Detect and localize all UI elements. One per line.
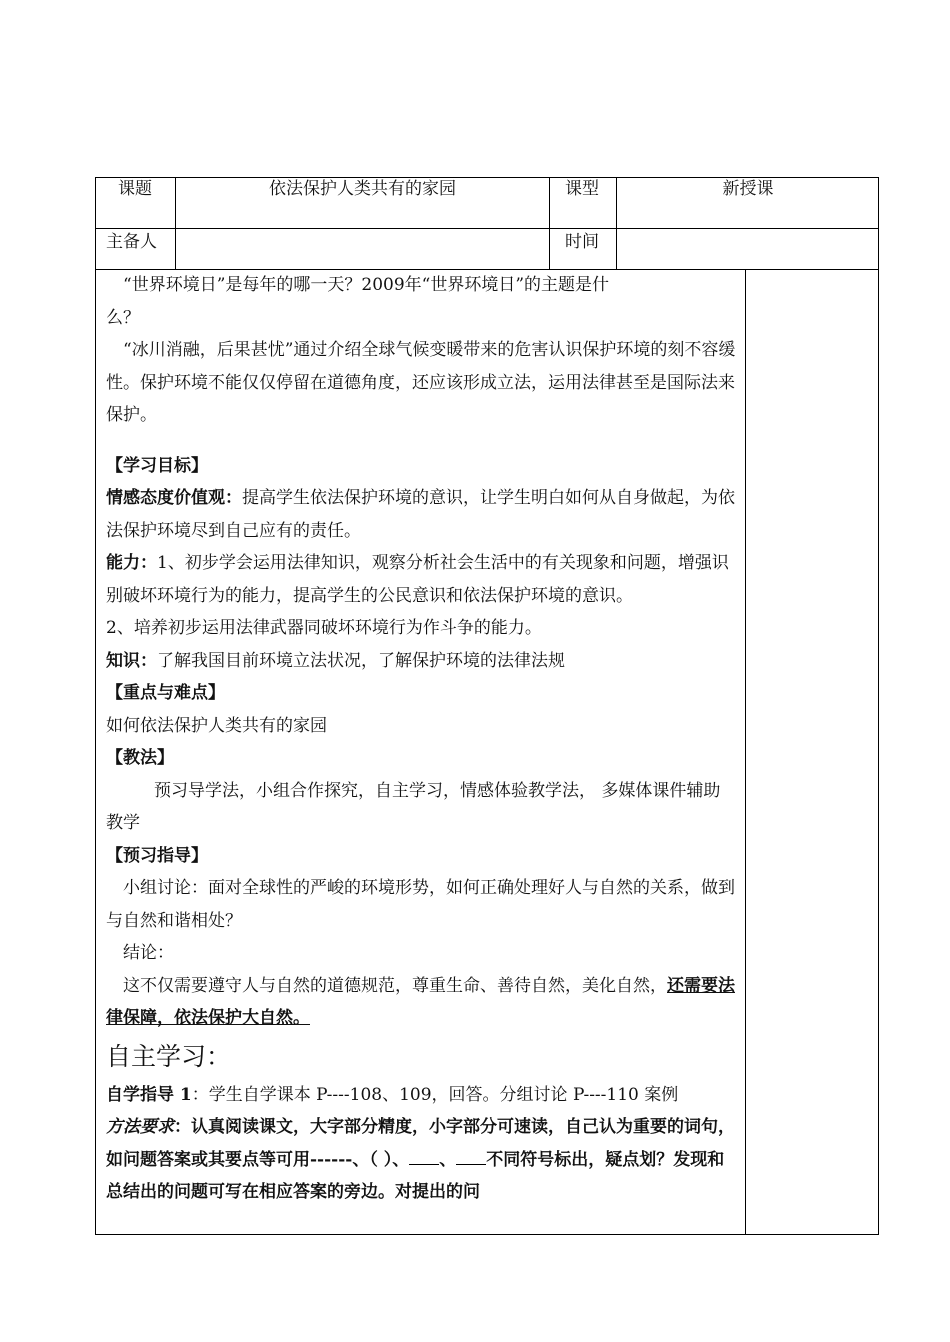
preview-discussion: 小组讨论：面对全球性的严峻的环境形势，如何正确处理好人与自然的关系，做到与自然和谐相处？: [106, 878, 735, 931]
goal-knowledge-text: 了解我国目前环境立法状况，了解保护环境的法律法规: [157, 650, 565, 671]
intro-question: “世界环境日”是每年的哪一天？2009年“世界环境日”的主题是什: [123, 275, 610, 295]
goal-knowledge-label: 知识：: [106, 650, 157, 671]
self-study-method-label: 方法要求: [106, 1117, 174, 1137]
table-divider: [95, 228, 879, 229]
method-heading: 【教法】: [106, 748, 174, 768]
topic-value: 依法保护人类共有的家园: [269, 179, 456, 199]
type-value: 新授课: [722, 179, 774, 199]
underline-blank: [409, 1146, 439, 1165]
preview-heading: 【预习指导】: [106, 845, 208, 866]
underline-blank: [456, 1146, 486, 1165]
goal-emotion: [106, 482, 736, 547]
intro-paragraph: “冰川消融，后果甚忧”通过介绍全球气候变暖带来的危害认识保护环境的刻不容缓性。保护环境不能仅仅停留在道德角度，还应该形成立法，运用法律甚至是国际法来保护。: [106, 340, 736, 425]
self-study-guide-text: ：学生自学课本 P----108、109，回答。分组讨论 P----110 案例: [191, 1084, 679, 1105]
goal-ability-2: 2、培养初步运用法律武器同破坏环境行为作斗争的能力。: [106, 618, 542, 638]
self-study-heading: 自主学习：: [106, 1041, 232, 1071]
author-label: 主备人: [106, 232, 157, 252]
goals-heading: 【学习目标】: [106, 455, 208, 476]
goal-emotion-label: 情感态度价值观：: [106, 488, 242, 508]
self-study-guide-label: 自学指导 1: [106, 1084, 192, 1105]
goal-emotion-text: 提高学生依法保护环境的意识，让学生明白如何从自身做起，为依法保护环境尽到自己应有的责任。: [106, 488, 735, 541]
self-study-method: [106, 1111, 736, 1209]
key-text: 如何依法保护人类共有的家园: [106, 715, 327, 736]
type-label: 课型: [565, 179, 599, 199]
table-divider: [549, 177, 550, 269]
intro-question-end: 么？: [106, 307, 140, 328]
goal-knowledge: [106, 645, 736, 678]
topic-label: 课题: [118, 179, 152, 199]
table-divider: [745, 269, 746, 1235]
self-study-method-text-b: 不同符号标出，疑点划？发现和总结出的问题可写在相应答案的旁边。对提出的问: [106, 1149, 725, 1202]
preview-conclusion-emphasis: 还需要法律保障，依法保护大自然。: [106, 975, 735, 1028]
self-study-guide: [106, 1079, 736, 1112]
goal-ability-label: 能力：: [106, 553, 157, 573]
key-heading: 【重点与难点】: [106, 683, 225, 703]
lesson-content: [106, 269, 736, 1209]
self-study-method-text-a: ：认真阅读课文，大字部分精度，小字部分可速读，自己认为重要的词句，如问题答案或其要点等可用------、（ ）、: [106, 1117, 735, 1170]
method-text: 预习导学法，小组合作探究，自主学习，情感体验教学法， 多媒体课件辅助教学: [106, 780, 721, 833]
preview-conclusion-text: 这不仅需要遵守人与自然的道德规范，尊重生命、善待自然，美化自然，: [123, 975, 667, 996]
time-label: 时间: [565, 232, 599, 252]
preview-conclusion-label: 结论：: [123, 943, 174, 963]
preview-conclusion: [106, 970, 736, 1035]
self-study-method-sep: 、: [439, 1149, 457, 1170]
goal-ability: [106, 547, 736, 612]
goal-ability-text: 1、初步学会运用法律知识，观察分析社会生活中的有关现象和问题，增强识别破坏环境行为的能力，提高学生的公民意识和依法保护环境的意识。: [106, 553, 729, 606]
